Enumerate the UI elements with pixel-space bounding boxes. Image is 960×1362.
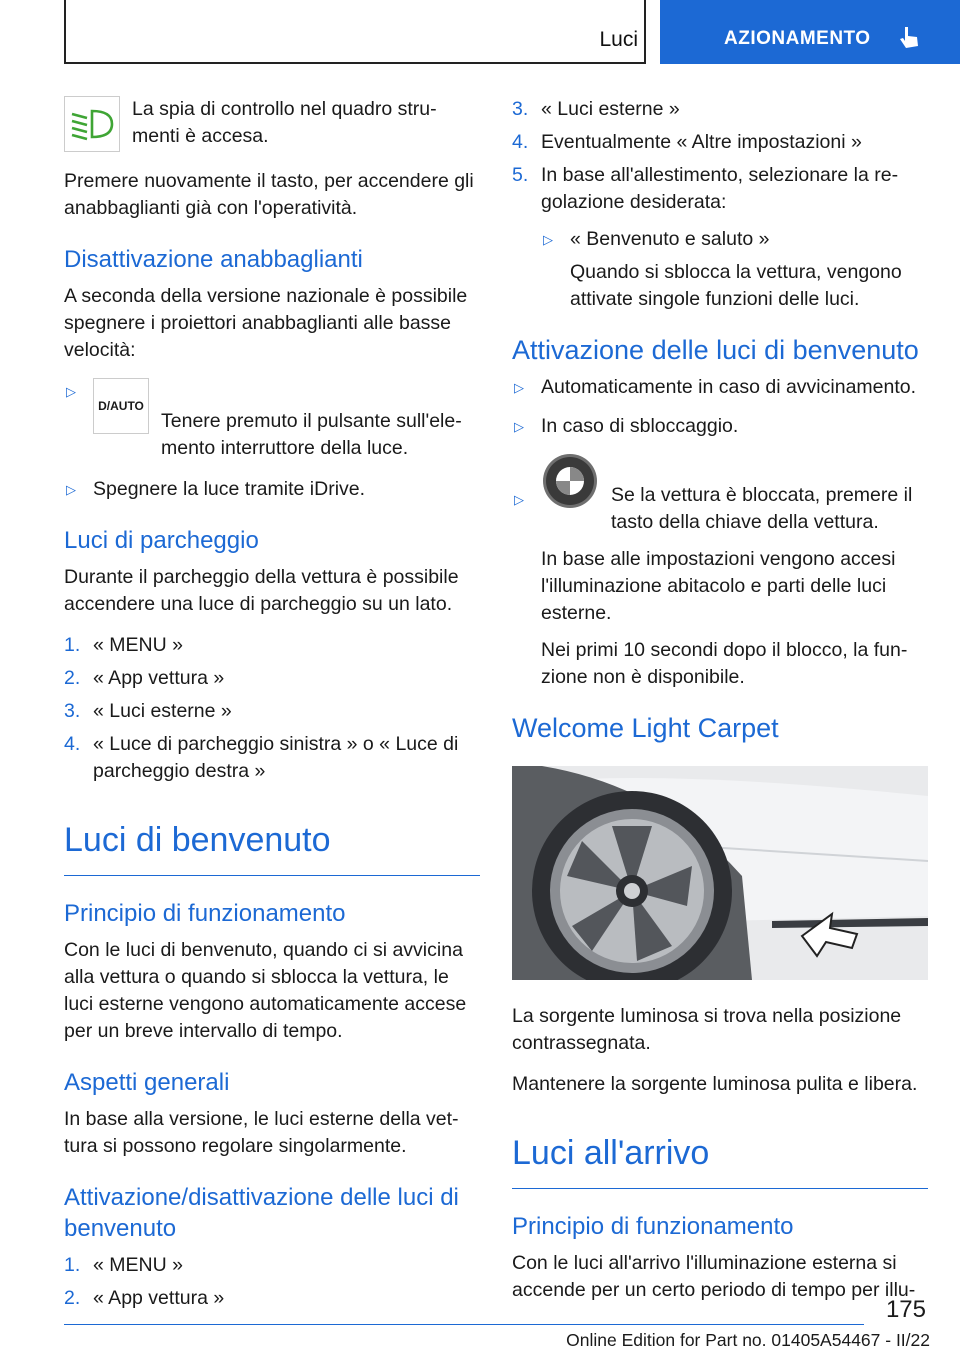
triangle-bullet-icon: ▷: [514, 492, 524, 507]
bullet-sbloccaggio: ▷ In caso di sbloccaggio.: [512, 413, 928, 440]
bullet-avvicinamento: ▷ Automaticamente in caso di avvicinamento.: [512, 374, 928, 401]
sub-bullet-benvenuto: ▷ « Benvenuto e saluto »: [541, 226, 928, 253]
paragraph-welcome-1: La sorgente luminosa si trova nella posizione contrassegnata.: [512, 1005, 902, 1054]
heading-disattivazione: Disattivazione anabbaglianti: [64, 246, 363, 273]
sub-paragraph: Quando si sblocca la vettura, vengono attivate singole funzioni delle luci.: [570, 261, 902, 310]
bmw-key-button-icon: [541, 452, 599, 510]
hand-pointer-icon: [896, 24, 922, 50]
left-column: [64, 96, 480, 1318]
list-item: 5. In base all'allestimento, selezionare la re-golazione desiderata:: [512, 164, 899, 213]
heading-luci-benvenuto: Luci di benvenuto: [64, 819, 480, 876]
triangle-bullet-icon: ▷: [66, 482, 76, 497]
header-chapter-title: AZIONAMENTO: [724, 28, 871, 49]
paragraph-reactivate: Premere nuovamente il tasto, per accendere gli anabbaglianti già con l'operatività.: [64, 170, 474, 219]
warning-lamp-text: La spia di controllo nel quadro stru-menti è accesa.: [132, 98, 437, 147]
welcome-light-carpet-image: [512, 766, 928, 980]
paragraph-parcheggio: Durante il parcheggio della vettura è possibile accendere una luce di parcheggio su un lato.: [64, 566, 459, 615]
header-frame: [64, 0, 646, 64]
page-number: 175: [885, 1296, 926, 1323]
paragraph-key-1: In base alle impostazioni vengono accesi l'illuminazione abitacolo e parti delle luci esterne.: [541, 548, 896, 624]
list-item: 3. « Luci esterne »: [512, 98, 680, 120]
list-item: 2. « App vettura »: [64, 1287, 225, 1309]
bullet-key-button: ▷ Se la vettura è bloccata, premere il tasto della chiave della vettura.: [512, 452, 928, 536]
light-auto-button-icon: D/AUTO: [93, 378, 149, 434]
triangle-bullet-icon: ▷: [514, 380, 524, 395]
bullet-idrive: ▷ Spegnere la luce tramite iDrive.: [64, 476, 480, 503]
triangle-bullet-icon: ▷: [66, 384, 76, 399]
heading-principio-arrivo: Principio di funzionamento: [512, 1213, 794, 1240]
bullet-hold-button: ▷ D/AUTO Tenere premuto il pulsante sull'ele-mento interruttore della luce.: [64, 378, 480, 462]
heading-aspetti: Aspetti generali: [64, 1069, 230, 1096]
header-section-title: Luci: [599, 28, 638, 51]
paragraph-disattivazione: A seconda della versione nazionale è possibile spegnere i proiettori anabbaglianti alle basse velocità:: [64, 285, 468, 361]
warning-lamp-row: [64, 96, 480, 152]
paragraph-principio: Con le luci di benvenuto, quando ci si avvicina alla vettura o quando si sblocca la vettura, le luci esterne vengono automaticamente accese per un breve intervallo di tempo.: [64, 939, 467, 1042]
list-item: 4. « Luce di parcheggio sinistra » o « Luce di parcheggio destra »: [64, 733, 459, 782]
paragraph-arrivo: Con le luci all'arrivo l'illuminazione esterna si accende per un certo periodo di tempo per illu-: [512, 1252, 916, 1301]
list-item: 1. « MENU »: [64, 634, 183, 656]
list-item: 1. « MENU »: [64, 1254, 183, 1276]
heading-principio: Principio di funzionamento: [64, 900, 346, 927]
heading-welcome-light: Welcome Light Carpet: [512, 713, 779, 743]
heading-luci-arrivo: Luci all'arrivo: [512, 1132, 928, 1189]
footer-edition: Online Edition for Part no. 01405A54467 - II/22: [566, 1330, 930, 1350]
right-column: [512, 96, 928, 1318]
heading-parcheggio: Luci di parcheggio: [64, 527, 259, 554]
list-item: 2. « App vettura »: [64, 667, 225, 689]
triangle-bullet-icon: ▷: [514, 419, 524, 434]
list-item: 4. Eventualmente « Altre impostazioni »: [512, 131, 862, 153]
footer-divider: [64, 1324, 864, 1325]
triangle-bullet-icon: ▷: [543, 232, 553, 247]
paragraph-aspetti: In base alla versione, le luci esterne della vet-tura si possono regolare singolarmente.: [64, 1108, 459, 1157]
heading-attivazione-disattivazione: Attivazione/disattivazione delle luci di benvenuto: [64, 1184, 459, 1242]
heading-attivazione-benvenuto: Attivazione delle luci di benvenuto: [512, 335, 919, 365]
list-item: 3. « Luci esterne »: [64, 700, 232, 722]
paragraph-welcome-2: Mantenere la sorgente luminosa pulita e libera.: [512, 1073, 918, 1095]
header-chapter-tab: [660, 0, 960, 64]
low-beam-indicator-icon: [64, 96, 120, 152]
paragraph-key-2: Nei primi 10 secondi dopo il blocco, la fun-zione non è disponibile.: [541, 639, 908, 688]
